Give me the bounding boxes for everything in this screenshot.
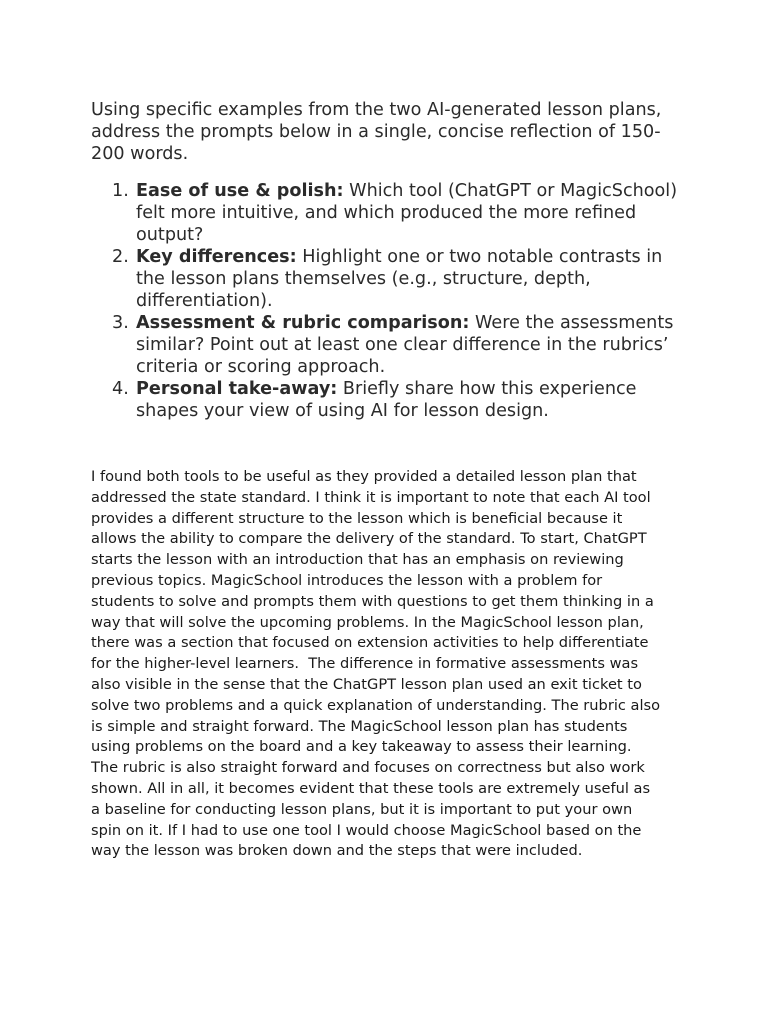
prompt-number: 1. xyxy=(112,181,129,201)
prompt-number: 2. xyxy=(112,247,129,267)
prompt-item xyxy=(91,378,691,422)
prompt-number: 4. xyxy=(112,379,129,399)
prompt-item xyxy=(91,312,691,378)
assignment-instructions: Using specific examples from the two AI-generated lesson plans, address the prompts below in a single, concise reflection of 150-200 words. xyxy=(91,100,662,164)
prompt-heading: Personal take-away: xyxy=(136,379,338,399)
reflection-line: The rubric is also straight forward and focuses on correctness but also work xyxy=(91,759,645,777)
reflection-line: students to solve and prompts them with questions to get them thinking in a xyxy=(91,592,654,610)
reflection-line: starts the lesson with an introduction that has an emphasis on reviewing xyxy=(91,551,624,569)
prompt-heading: Ease of use & polish: xyxy=(136,181,344,201)
prompt-text: Briefly share how this experience shapes your view of using AI for lesson design. xyxy=(136,379,637,421)
prompt-heading: Assessment & rubric comparison: xyxy=(136,313,470,333)
prompt-list xyxy=(91,180,691,422)
reflection-line: solve two problems and a quick explanation of understanding. The rubric also xyxy=(91,696,661,714)
reflection-line: there was a section that focused on extension activities to help differentiate xyxy=(91,634,649,652)
reflection-line: shown. All in all, it becomes evident that these tools are extremely useful as xyxy=(91,779,651,797)
reflection-line: previous topics. MagicSchool introduces the lesson with a problem for xyxy=(91,571,603,589)
reflection-line: I found both tools to be useful as they provided a detailed lesson plan that xyxy=(91,468,637,485)
prompt-item xyxy=(91,246,691,312)
reflection-line: way that will solve the upcoming problems. In the MagicSchool lesson plan, xyxy=(91,613,644,631)
reflection-paragraph xyxy=(91,467,691,862)
reflection-line: also visible in the sense that the ChatGPT lesson plan used an exit ticket to xyxy=(91,675,642,693)
reflection-line: addressed the state standard. I think it is important to note that each AI tool xyxy=(91,488,651,506)
reflection-line: for the higher-level learners. The difference in formative assessments was xyxy=(91,655,639,673)
prompt-text: Which tool (ChatGPT or MagicSchool) felt more intuitive, and which produced the more refined output? xyxy=(136,181,678,245)
prompt-text: Highlight one or two notable contrasts in the lesson plans themselves (e.g., structure, depth, differentiation). xyxy=(136,247,663,311)
prompt-number: 3. xyxy=(112,313,129,333)
prompt-item xyxy=(91,180,691,246)
reflection-line: using problems on the board and a key takeaway to assess their learning. xyxy=(91,738,632,756)
reflection-line: is simple and straight forward. The MagicSchool lesson plan has students xyxy=(91,717,628,735)
reflection-line: way the lesson was broken down and the steps that were included. xyxy=(91,842,583,860)
reflection-line: provides a different structure to the lesson which is beneficial because it xyxy=(91,509,623,527)
reflection-line: allows the ability to compare the delivery of the standard. To start, ChatGPT xyxy=(91,530,647,548)
prompt-heading: Key differences: xyxy=(136,247,297,267)
prompt-text: Were the assessments similar? Point out at least one clear difference in the rubrics’ criteria or scoring approach. xyxy=(136,313,674,377)
reflection-line: a baseline for conducting lesson plans, but it is important to put your own xyxy=(91,800,633,818)
reflection-line: spin on it. If I had to use one tool I would choose MagicSchool based on the xyxy=(91,821,642,839)
